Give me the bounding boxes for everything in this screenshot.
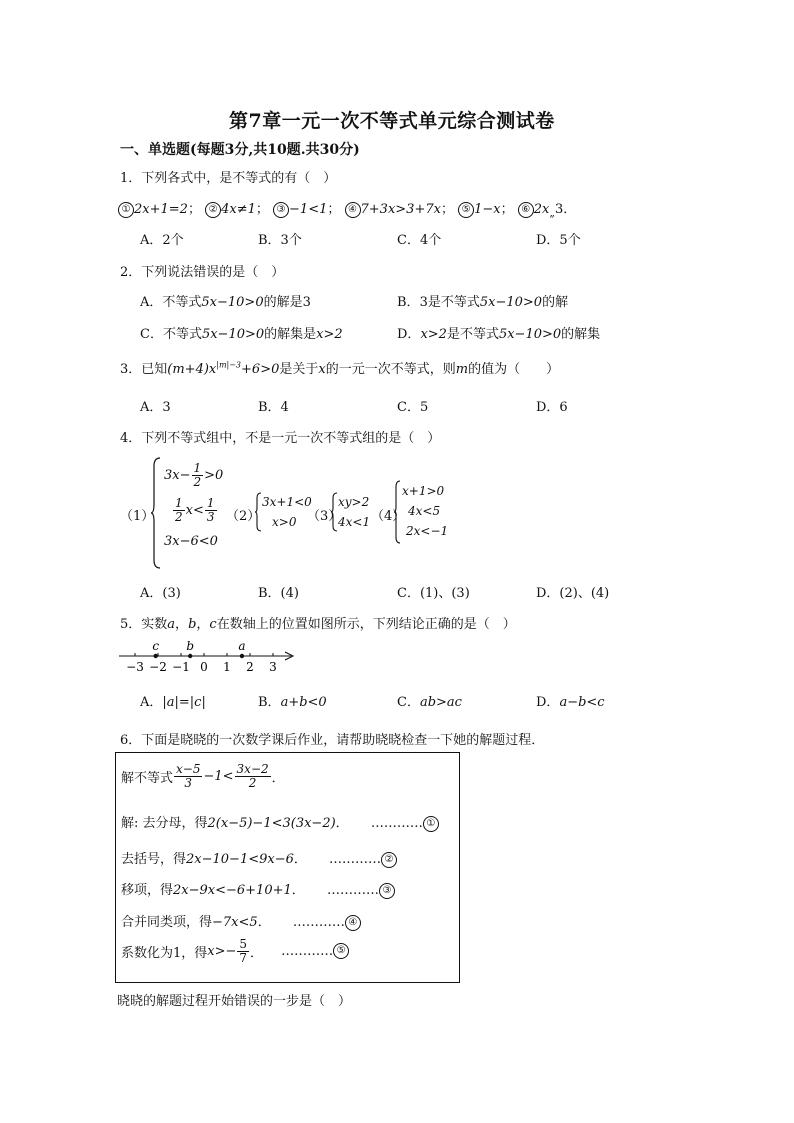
q1-items: [118, 198, 576, 220]
q2-stem: 2．下列说法错误的是（ ）: [120, 265, 285, 280]
expr: x>2: [316, 327, 343, 342]
numerator: 1: [193, 460, 202, 475]
option-d: [397, 323, 600, 342]
text: 系数化为1，得: [121, 945, 208, 961]
sys1-line2: [164, 490, 223, 530]
denominator: 3: [184, 775, 193, 790]
expr: 3: [419, 295, 428, 310]
step-2: [121, 848, 397, 868]
sys-line: 2x<−1: [406, 524, 449, 538]
option-b: B．(4): [258, 586, 299, 601]
numerator: 5: [239, 937, 248, 951]
sep: ；: [440, 202, 454, 217]
text: 的值为（ ）: [468, 362, 560, 377]
q1-stem: 1．下列各式中，是不等式的有（ ）: [120, 171, 337, 186]
solution-box: [115, 752, 460, 983]
text: B．: [397, 295, 420, 310]
q6-stem: 6．下面是晓晓的一次数学课后作业，请帮助晓晓检查一下她的解题过程．: [120, 733, 545, 748]
option-c: C．5: [397, 400, 429, 415]
expr: 2x+1=2: [134, 202, 188, 217]
expr: −1<1: [289, 202, 328, 217]
period: ．: [563, 202, 577, 217]
problem-line: [121, 763, 285, 789]
expr: −7x<5: [212, 915, 258, 930]
sep: ；: [327, 202, 341, 217]
text: 5．实数: [120, 617, 168, 632]
expr: −1<: [203, 768, 234, 784]
option-d: [536, 691, 605, 710]
sys1-line3: 3x−6<0: [164, 534, 218, 549]
sys-line: 4x<5: [408, 504, 441, 518]
text: 合并同类项，得: [121, 915, 213, 930]
circled-num: ②: [205, 202, 221, 218]
numerator: 3x−2: [236, 762, 269, 776]
dots: …………: [370, 816, 423, 831]
denominator: 2: [193, 474, 202, 489]
section-heading: 一、单选题(每题3分,共10题.共30分): [120, 142, 360, 158]
tick-label: −3: [126, 660, 144, 674]
denominator: 2: [175, 509, 183, 524]
expr: 5x−10>0: [498, 327, 562, 342]
denominator: 3: [206, 509, 215, 524]
expr: 3: [302, 295, 311, 310]
expr: 3x−: [164, 467, 191, 483]
text: 解: 去分母，得: [121, 816, 208, 831]
numerator: 1: [175, 495, 183, 510]
denominator: 7: [239, 950, 248, 965]
q3-stem: [120, 358, 559, 377]
number-line: [115, 636, 300, 680]
expr: 1−x: [474, 202, 501, 217]
expr: a−b<c: [559, 695, 605, 710]
option-c: C．(1)、(3): [397, 586, 470, 601]
text: 是不等式: [427, 295, 480, 310]
text: C．不等式: [140, 327, 202, 342]
circled-num: ③: [273, 202, 289, 218]
q4-label-2: （2）: [226, 509, 261, 524]
q4-label-3: （3）: [307, 509, 342, 524]
text: ．: [293, 852, 307, 867]
expr: 5x−10>0: [201, 295, 264, 310]
dots: …………: [326, 883, 379, 898]
step-marker: ④: [345, 915, 361, 931]
expr: 2x: [533, 202, 550, 217]
var: m: [455, 362, 469, 377]
denominator: 2: [248, 775, 257, 790]
tick-label: 1: [223, 660, 231, 674]
numerator: x−5: [176, 762, 201, 776]
q4-label-4: （4）: [371, 509, 406, 524]
expr: x<: [185, 502, 204, 518]
tick-label: 2: [246, 660, 254, 674]
option-b: [258, 691, 327, 710]
text: ．: [257, 915, 271, 930]
step-marker: ⑤: [333, 943, 349, 959]
page-title: 第7章一元一次不等式单元综合测试卷: [229, 110, 555, 132]
sep: ；: [187, 202, 201, 217]
brace-3: [330, 492, 338, 532]
expr: 3: [555, 202, 564, 217]
text: 解不等式: [121, 770, 174, 786]
text: 的解集: [561, 327, 601, 342]
expr: 4x≠1: [221, 202, 256, 217]
circled-num: ⑥: [518, 202, 534, 218]
text: 的一元一次不等式，则: [325, 362, 456, 377]
brace-2: [254, 492, 262, 532]
q4-stem: 4．下列不等式组中，不是一元一次不等式组的是（ ）: [120, 431, 441, 446]
exponent: |m|−3: [216, 360, 242, 370]
var: a: [167, 617, 176, 632]
point-c: [154, 654, 158, 658]
text: C．: [397, 695, 420, 710]
sys-line: 4x<1: [338, 515, 371, 529]
point-a: [240, 654, 244, 658]
text: ．: [250, 945, 264, 961]
text: B．: [258, 695, 281, 710]
text: 的解是: [263, 295, 303, 310]
option-b: B．3个: [258, 233, 302, 248]
step-4: [121, 911, 361, 931]
step-3: [121, 879, 395, 899]
fraction: [174, 763, 202, 789]
option-c: [397, 691, 462, 710]
circled-num: ①: [118, 202, 134, 218]
sys-line: x>0: [272, 515, 297, 529]
expr: 5x−10>0: [201, 327, 265, 342]
sys-line: xy>2: [338, 495, 370, 509]
text: ．: [271, 770, 285, 786]
dots: …………: [329, 852, 382, 867]
fraction: [173, 497, 185, 523]
point-b: [188, 654, 192, 658]
tick-label: 0: [200, 660, 208, 674]
system-3: [338, 492, 370, 532]
text: D．: [397, 327, 421, 342]
option-b: [397, 291, 568, 310]
text: D．: [536, 695, 560, 710]
option-c: C．4个: [397, 233, 442, 248]
text: 在数轴上的位置如图所示，下列结论正确的是（ ）: [216, 617, 516, 632]
circled-num: ④: [345, 202, 361, 218]
expr: ab>ac: [419, 695, 462, 710]
option-b: B．4: [258, 400, 289, 415]
text: 是关于: [279, 362, 319, 377]
var: x: [318, 362, 326, 377]
point-label-b: b: [186, 639, 195, 653]
text: ，: [196, 617, 210, 632]
option-a: [140, 291, 311, 310]
fraction: [237, 938, 249, 964]
circled-num: ⑤: [458, 202, 474, 218]
text: 的解集是: [264, 327, 317, 342]
q5-stem: [120, 613, 516, 632]
text: A．不等式: [140, 295, 202, 310]
option-d: D．5个: [536, 233, 581, 248]
expr-sub: „: [549, 206, 555, 220]
tick-label: −1: [172, 660, 190, 674]
fraction: [205, 497, 217, 523]
fraction: [192, 462, 204, 488]
tick-label: −2: [149, 660, 167, 674]
expr: 7+3x>3+7x: [360, 202, 441, 217]
expr: |a|=|c|: [162, 695, 206, 710]
sys-line: x+1>0: [402, 484, 445, 498]
text: 是不等式: [446, 327, 499, 342]
text: 的解: [542, 295, 569, 310]
text: ．: [291, 883, 305, 898]
option-a: A．2个: [140, 233, 184, 248]
brace-4: [393, 480, 401, 544]
option-a: A．3: [140, 400, 171, 415]
step-1: [121, 812, 439, 832]
dots: …………: [281, 943, 334, 959]
expr: x>2: [420, 327, 447, 342]
text: ，: [175, 617, 189, 632]
numerator: 1: [206, 495, 215, 510]
sep: ；: [500, 202, 514, 217]
sep: ；: [255, 202, 269, 217]
text: 去括号，得: [121, 852, 187, 867]
point-label-c: c: [152, 639, 160, 653]
step-marker: ①: [423, 816, 439, 832]
option-c: [140, 323, 343, 342]
brace-1: [150, 456, 162, 570]
text: 移项，得: [121, 883, 174, 898]
expr: (m+4)x: [167, 362, 217, 377]
expr: >0: [204, 467, 224, 483]
system-4: [402, 481, 448, 541]
expr: +6>0: [241, 362, 280, 377]
dots: …………: [292, 915, 345, 930]
tick-label: 3: [269, 660, 277, 674]
system-1: [164, 460, 223, 554]
point-label-a: a: [238, 639, 246, 653]
var: c: [209, 617, 217, 632]
step-5: [121, 938, 349, 964]
text: ．: [335, 816, 349, 831]
q4-label-1: （1）: [120, 509, 155, 524]
expr: 2x−10−1<9x−6: [186, 852, 294, 867]
sys-line: 3x+1<0: [262, 495, 312, 509]
step-marker: ③: [379, 883, 395, 899]
q6-question: 晓晓的解题过程开始错误的一步是（ ）: [117, 994, 352, 1009]
option-d: D．(2)、(4): [536, 586, 610, 601]
expr: a+b<0: [280, 695, 327, 710]
fraction: [235, 763, 271, 789]
system-2: [262, 492, 312, 532]
option-a: A．(3): [140, 586, 181, 601]
step-marker: ②: [381, 852, 397, 868]
option-a: [140, 691, 206, 710]
text: 3．已知: [120, 362, 168, 377]
text: A．: [140, 695, 163, 710]
expr: 2x−9x<−6+10+1: [173, 883, 292, 898]
sys1-line1: [164, 460, 223, 490]
option-d: D．6: [536, 400, 568, 415]
expr: 2(x−5)−1<3(3x−2): [207, 816, 336, 831]
var: b: [188, 617, 197, 632]
expr: x>−: [207, 943, 237, 959]
expr: 5x−10>0: [479, 295, 543, 310]
